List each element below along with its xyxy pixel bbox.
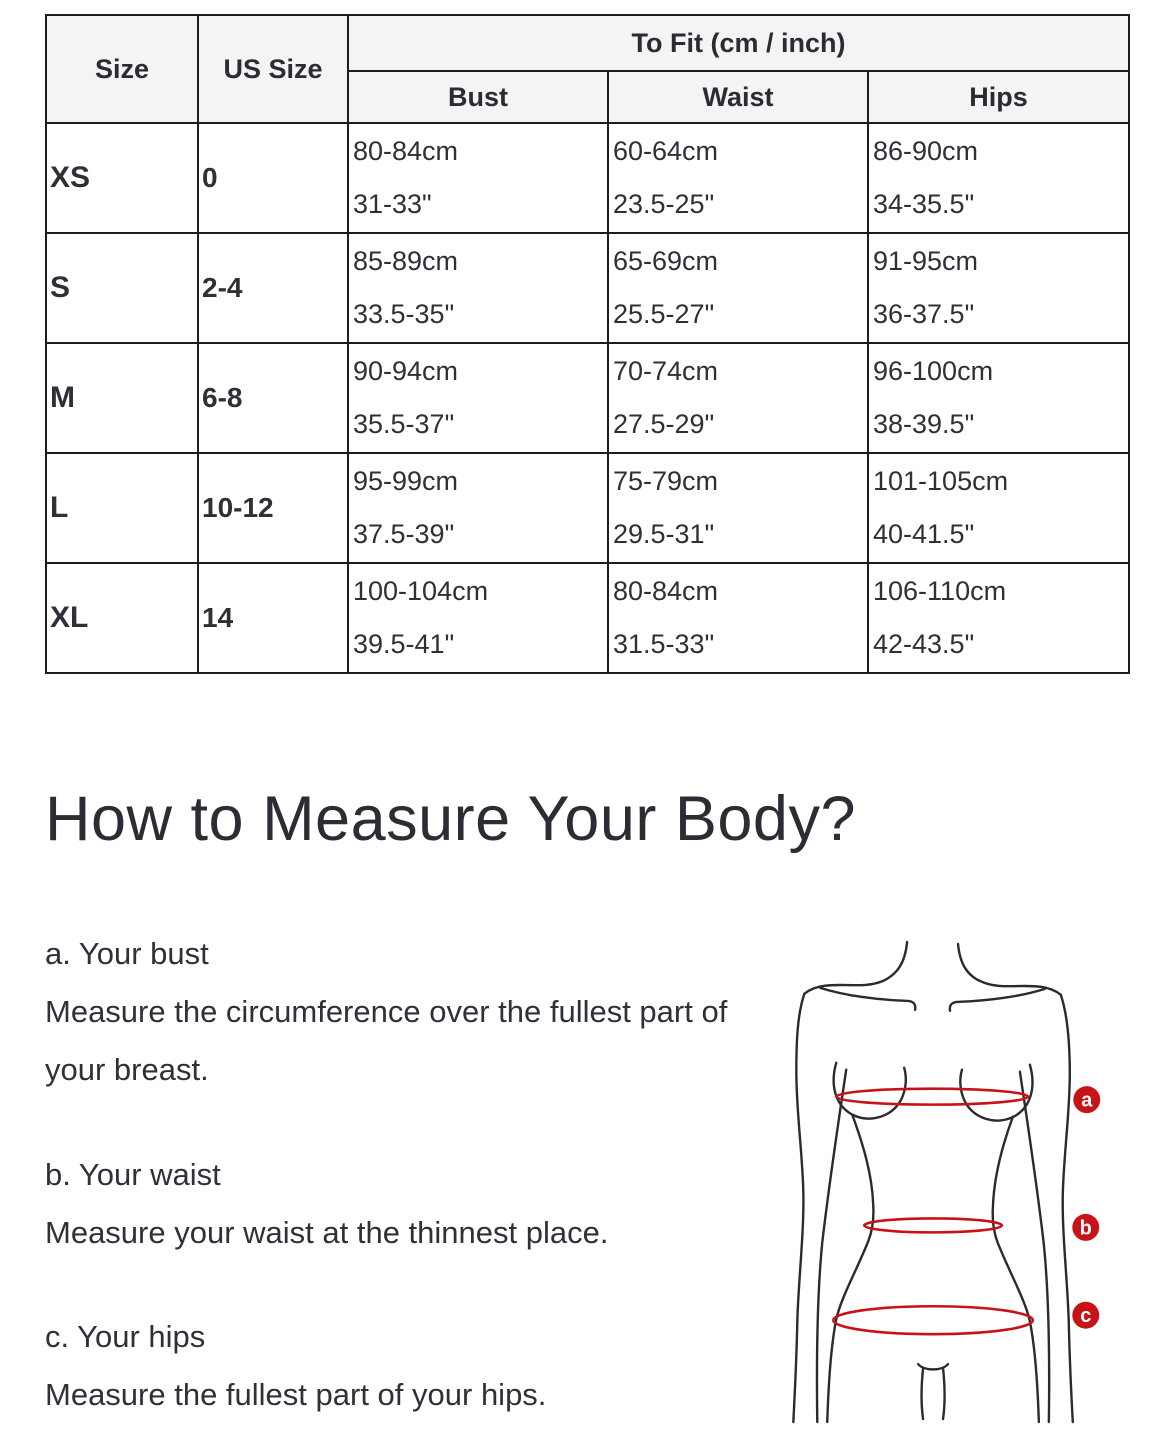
hips-cm: 106-110cm: [873, 576, 1007, 606]
size-label: M: [46, 343, 198, 453]
hips-value: [868, 233, 1129, 343]
size-chart-table: [45, 14, 1130, 674]
right-neck-line: [958, 944, 1061, 995]
left-inner-leg-line: [922, 1368, 923, 1419]
bust-measure-line: [836, 1089, 1028, 1105]
hips-measure-line: [833, 1306, 1033, 1334]
bust-badge-letter: a: [1081, 1089, 1093, 1112]
waist-badge-letter: b: [1079, 1217, 1092, 1240]
waist-cm: 75-79cm: [613, 466, 719, 496]
col-header-hips: Hips: [868, 71, 1129, 123]
measurement-lines: [833, 1089, 1033, 1335]
waist-value: [608, 233, 868, 343]
section-waist-text: Measure your waist at the thinnest place.: [45, 1215, 609, 1250]
right-inner-leg-line: [943, 1368, 944, 1419]
table-row-l: [46, 453, 1129, 563]
col-header-to-fit: To Fit (cm / inch): [348, 15, 1129, 71]
hips-value: [868, 343, 1129, 453]
us-size-value: 0: [198, 123, 348, 233]
table-row-xs: [46, 123, 1129, 233]
size-label: XL: [46, 563, 198, 673]
us-size-value: 14: [198, 563, 348, 673]
hips-cm: 91-95cm: [873, 246, 979, 276]
size-label: S: [46, 233, 198, 343]
section-hips: [45, 1308, 546, 1424]
body-outline-illustration: [760, 920, 1170, 1429]
hips-inch: 40-41.5": [873, 519, 975, 549]
waist-measure-line: [864, 1218, 1002, 1232]
hips-value: [868, 453, 1129, 563]
hips-cm: 86-90cm: [873, 136, 979, 166]
bust-cm: 90-94cm: [353, 356, 459, 386]
waist-inch: 25.5-27": [613, 299, 715, 329]
section-hips-label: c. Your hips: [45, 1319, 206, 1354]
section-bust-text: Measure the circumference over the fullest part of your breast.: [45, 994, 728, 1087]
us-size-value: 6-8: [198, 343, 348, 453]
right-arm-outer-line: [1061, 995, 1073, 1422]
bust-cm: 85-89cm: [353, 246, 459, 276]
hips-value: [868, 563, 1129, 673]
bust-inch: 37.5-39": [353, 519, 455, 549]
left-collarbone-line: [820, 988, 915, 1010]
waist-cm: 70-74cm: [613, 356, 719, 386]
left-arm-inner-line: [817, 1070, 846, 1422]
hips-inch: 34-35.5": [873, 189, 975, 219]
waist-value: [608, 343, 868, 453]
left-torso-hip-leg-line: [827, 1115, 873, 1422]
hips-cm: 96-100cm: [873, 356, 994, 386]
col-header-bust: Bust: [348, 71, 608, 123]
hips-value: [868, 123, 1129, 233]
section-hips-text: Measure the fullest part of your hips.: [45, 1377, 547, 1412]
bust-inch: 35.5-37": [353, 409, 455, 439]
waist-value: [608, 563, 868, 673]
bust-value: [348, 123, 608, 233]
size-label: XS: [46, 123, 198, 233]
waist-inch: 31.5-33": [613, 629, 715, 659]
section-waist: [45, 1146, 608, 1262]
bust-cm: 80-84cm: [353, 136, 459, 166]
waist-inch: 23.5-25": [613, 189, 715, 219]
bust-inch: 33.5-35": [353, 299, 455, 329]
col-header-us-size: US Size: [198, 15, 348, 123]
hips-inch: 38-39.5": [873, 409, 975, 439]
section-waist-label: b. Your waist: [45, 1157, 221, 1192]
waist-value: [608, 453, 868, 563]
bust-inch: 31-33": [353, 189, 432, 219]
section-bust-label: a. Your bust: [45, 936, 209, 971]
right-torso-hip-leg-line: [993, 1117, 1039, 1422]
measure-badges: [1072, 1086, 1100, 1329]
waist-value: [608, 123, 868, 233]
right-arm-inner-line: [1020, 1072, 1049, 1422]
waist-cm: 65-69cm: [613, 246, 719, 276]
waist-cm: 60-64cm: [613, 136, 719, 166]
us-size-value: 2-4: [198, 233, 348, 343]
col-header-size: Size: [46, 15, 198, 123]
bust-inch: 39.5-41": [353, 629, 455, 659]
bust-cm: 95-99cm: [353, 466, 459, 496]
table-row-m: [46, 343, 1129, 453]
left-arm-outer-line: [793, 994, 804, 1422]
page-title: How to Measure Your Body?: [45, 784, 856, 854]
hips-inch: 36-37.5": [873, 299, 975, 329]
torso-outline: [793, 942, 1072, 1422]
size-label: L: [46, 453, 198, 563]
hips-badge-letter: c: [1080, 1305, 1092, 1328]
bust-value: [348, 453, 608, 563]
body-measurement-figure: [760, 920, 1170, 1429]
table-header-row: [46, 15, 1129, 71]
us-size-value: 10-12: [198, 453, 348, 563]
hips-cm: 101-105cm: [873, 466, 1009, 496]
bust-value: [348, 343, 608, 453]
table-row-s: [46, 233, 1129, 343]
bust-value: [348, 233, 608, 343]
waist-inch: 27.5-29": [613, 409, 715, 439]
bust-cm: 100-104cm: [353, 576, 489, 606]
left-neck-line: [804, 942, 907, 994]
section-bust: [45, 925, 735, 1099]
table-row-xl: [46, 563, 1129, 673]
hips-inch: 42-43.5": [873, 629, 975, 659]
col-header-waist: Waist: [608, 71, 868, 123]
waist-cm: 80-84cm: [613, 576, 719, 606]
bust-value: [348, 563, 608, 673]
waist-inch: 29.5-31": [613, 519, 715, 549]
right-collarbone-line: [950, 989, 1045, 1011]
